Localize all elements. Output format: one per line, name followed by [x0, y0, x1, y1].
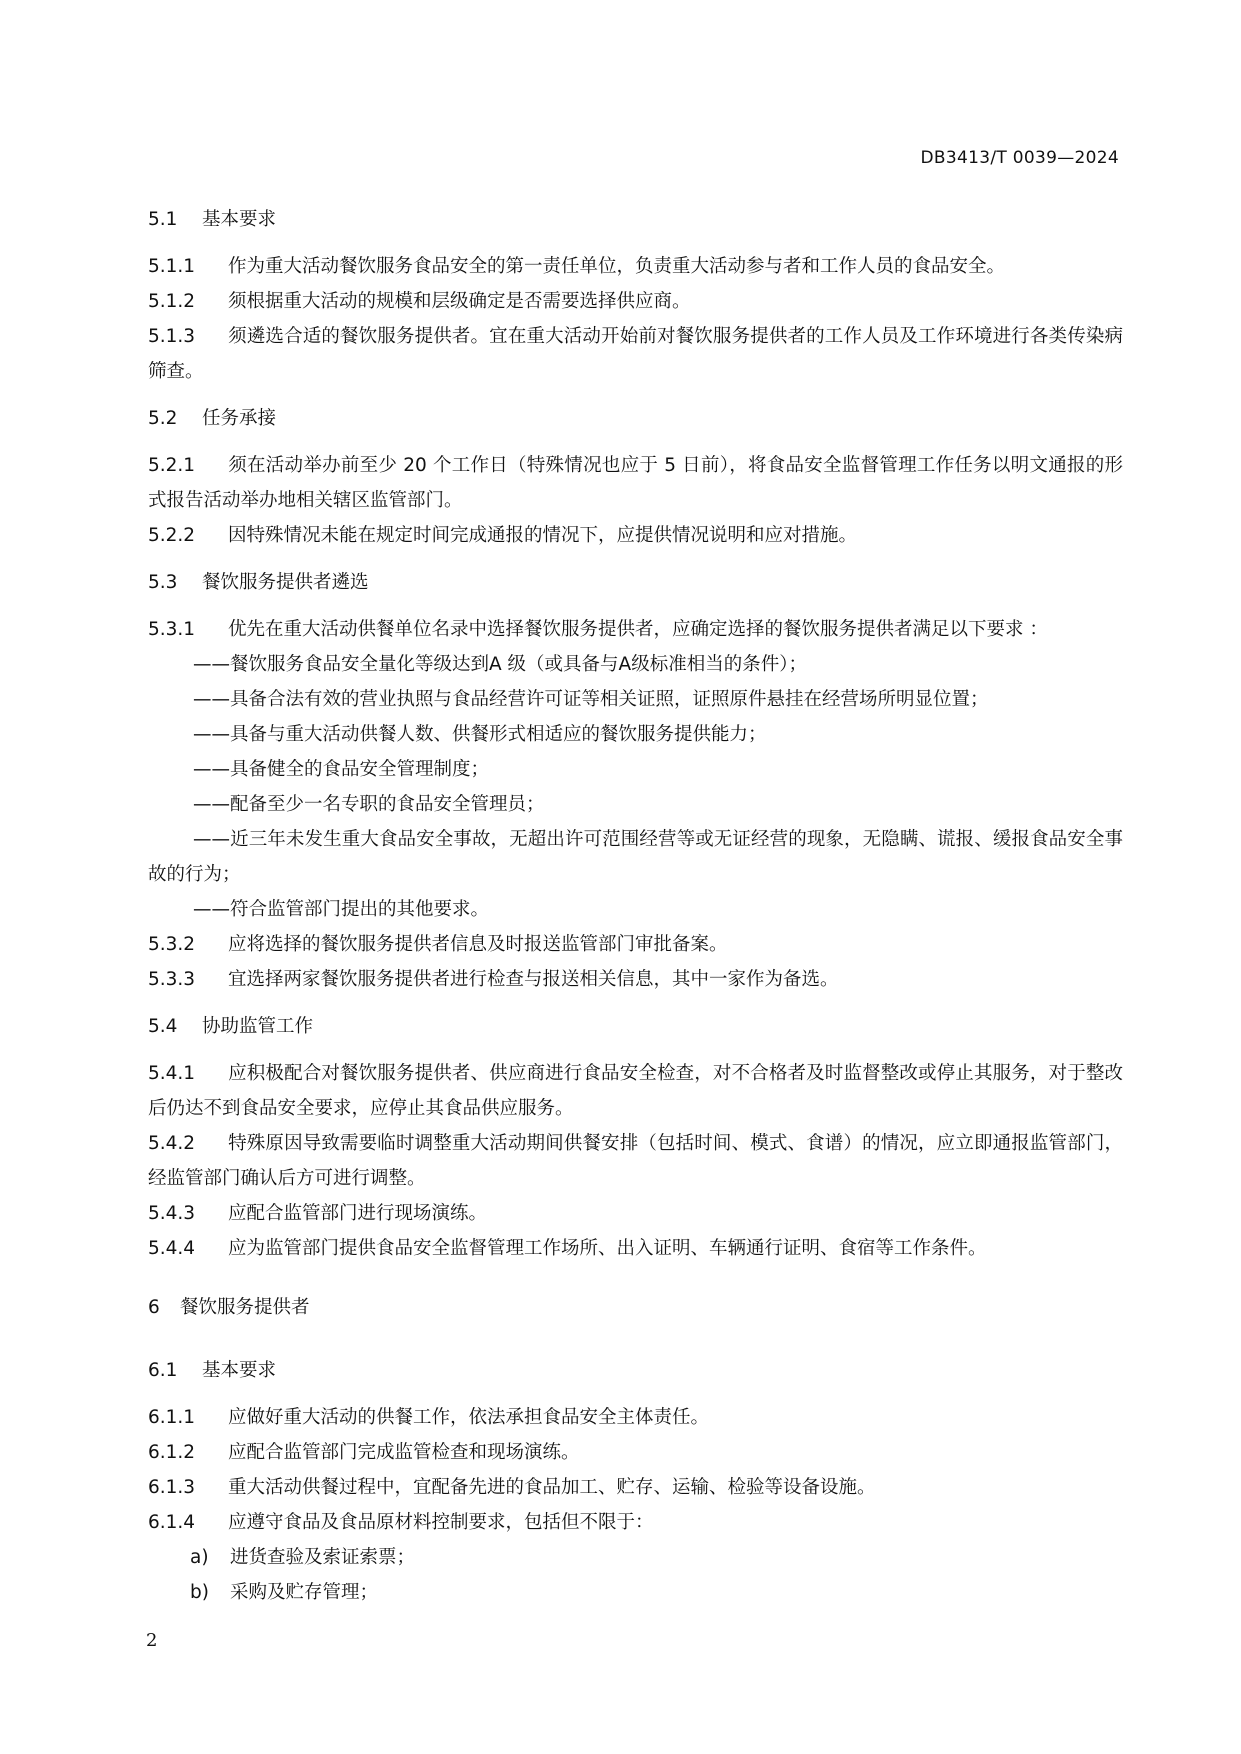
- section-number: 5.3: [148, 572, 178, 593]
- dash-item: ——具备合法有效的营业执照与食品经营许可证等相关证照，证照原件悬挂在经营场所明显位置；: [193, 689, 989, 710]
- clause-5-3-1: [148, 612, 1123, 647]
- clause-number: 5.4.1: [148, 1063, 196, 1084]
- clause-number: 5.1.2: [148, 291, 196, 312]
- clause-number: 6.1.4: [148, 1512, 196, 1533]
- clause-5-3-2: [148, 927, 1123, 962]
- clause-text: 应为监管部门提供食品安全监督管理工作场所、出入证明、车辆通行证明、食宿等工作条件。: [228, 1238, 987, 1259]
- section-title: 基本要求: [202, 209, 277, 230]
- clause-text: 应配合监管部门进行现场演练。: [228, 1203, 488, 1224]
- list-text: 进货查验及索证索票；: [230, 1547, 416, 1568]
- section-heading-5-3: [148, 565, 1123, 600]
- clause-text: 重大活动供餐过程中，宜配备先进的食品加工、贮存、运输、检验等设备设施。: [228, 1477, 876, 1498]
- clause-5-4-4: [148, 1231, 1123, 1266]
- clause-text: 因特殊情况未能在规定时间完成通报的情况下，应提供情况说明和应对措施。: [228, 525, 858, 546]
- clause-text: 须遴选合适的餐饮服务提供者。宜在重大活动开始前对餐饮服务提供者的工作人员及工作环境进行各类传染病筛查。: [148, 326, 1123, 382]
- section-number: 5.2: [148, 408, 178, 429]
- clause-6-1-2: [148, 1435, 1123, 1470]
- clause-number: 5.3.2: [148, 934, 196, 955]
- clause-6-1-4: [148, 1505, 1123, 1540]
- clause-5-1-2: [148, 284, 1123, 319]
- clause-text: 宜选择两家餐饮服务提供者进行检查与报送相关信息，其中一家作为备选。: [228, 969, 839, 990]
- dash-item: ——近三年未发生重大食品安全事故，无超出许可范围经营等或无证经营的现象，无隐瞒、谎报、缓报食品安全事故的行为；: [148, 829, 1123, 885]
- clause-text: 优先在重大活动供餐单位名录中选择餐饮服务提供者，应确定选择的餐饮服务提供者满足以下要求 ：: [228, 619, 1048, 640]
- clause-text: 应配合监管部门完成监管检查和现场演练。: [228, 1442, 580, 1463]
- clause-text: 作为重大活动餐饮服务食品安全的第一责任单位，负责重大活动参与者和工作人员的食品安全。: [228, 256, 1006, 277]
- clause-5-1-3: [148, 319, 1123, 389]
- clause-number: 5.1.1: [148, 256, 196, 277]
- chapter-title: 餐饮服务提供者: [180, 1297, 310, 1318]
- list-item-a: [148, 1540, 1123, 1575]
- section-number: 5.4: [148, 1016, 178, 1037]
- list-text: 采购及贮存管理；: [230, 1582, 379, 1603]
- list-label: a): [190, 1547, 209, 1568]
- clause-number: 6.1.3: [148, 1477, 196, 1498]
- clause-5-4-1: [148, 1056, 1123, 1126]
- clause-5-2-1: [148, 448, 1123, 518]
- section-heading-5-1: [148, 202, 1123, 237]
- section-heading-5-4: [148, 1009, 1123, 1044]
- clause-5-2-2: [148, 518, 1123, 553]
- clause-text: 须在活动举办前至少 20 个工作日（特殊情况也应于 5 日前），将食品安全监督管理工作任务以明文通报的形式报告活动举办地相关辖区监管部门。: [148, 455, 1123, 511]
- clause-number: 6.1.2: [148, 1442, 196, 1463]
- clause-number: 5.4.2: [148, 1133, 196, 1154]
- section-title: 任务承接: [202, 408, 277, 429]
- chapter-number: 6: [148, 1297, 160, 1318]
- section-heading-5-2: [148, 401, 1123, 436]
- clause-number: 5.2.2: [148, 525, 196, 546]
- clause-5-4-3: [148, 1196, 1123, 1231]
- clause-number: 5.2.1: [148, 455, 196, 476]
- list-label: b): [190, 1582, 209, 1603]
- clause-text: 应遵守食品及食品原材料控制要求，包括但不限于：: [228, 1512, 654, 1533]
- dash-item: ——具备与重大活动供餐人数、供餐形式相适应的餐饮服务提供能力；: [193, 724, 767, 745]
- clause-number: 5.3.1: [148, 619, 196, 640]
- section-number: 5.1: [148, 209, 178, 230]
- page-number: 2: [146, 1630, 158, 1651]
- clause-6-1-3: [148, 1470, 1123, 1505]
- clause-text: 应将选择的餐饮服务提供者信息及时报送监管部门审批备案。: [228, 934, 728, 955]
- dash-item: ——具备健全的食品安全管理制度；: [193, 759, 490, 780]
- clause-number: 5.3.3: [148, 969, 196, 990]
- clause-5-1-1: [148, 249, 1123, 284]
- clause-text: 特殊原因导致需要临时调整重大活动期间供餐安排（包括时间、模式、食谱）的情况，应立即通报监管部门，经监管部门确认后方可进行调整。: [148, 1133, 1123, 1189]
- clause-number: 5.1.3: [148, 326, 196, 347]
- standard-code: DB3413/T 0039—2024: [920, 148, 1119, 168]
- dash-item: ——符合监管部门提出的其他要求。: [193, 899, 490, 920]
- clause-text: 须根据重大活动的规模和层级确定是否需要选择供应商。: [228, 291, 691, 312]
- document-body: [148, 202, 1123, 1610]
- dash-item: ——餐饮服务食品安全量化等级达到A 级（或具备与A级标准相当的条件）；: [193, 654, 807, 675]
- clause-text: 应积极配合对餐饮服务提供者、供应商进行食品安全检查，对不合格者及时监督整改或停止其服务，对于整改后仍达不到食品安全要求，应停止其食品供应服务。: [148, 1063, 1123, 1119]
- section-title: 基本要求: [202, 1360, 277, 1381]
- clause-5-4-2: [148, 1126, 1123, 1196]
- list-item-b: [148, 1575, 1123, 1610]
- clause-text: 应做好重大活动的供餐工作，依法承担食品安全主体责任。: [228, 1407, 710, 1428]
- clause-number: 5.4.3: [148, 1203, 196, 1224]
- chapter-heading-6: [148, 1290, 1123, 1325]
- dash-item: ——配备至少一名专职的食品安全管理员；: [193, 794, 545, 815]
- section-heading-6-1: [148, 1353, 1123, 1388]
- clause-number: 5.4.4: [148, 1238, 196, 1259]
- clause-number: 6.1.1: [148, 1407, 196, 1428]
- section-number: 6.1: [148, 1360, 178, 1381]
- section-title: 餐饮服务提供者遴选: [202, 572, 369, 593]
- section-title: 协助监管工作: [202, 1016, 314, 1037]
- clause-6-1-1: [148, 1400, 1123, 1435]
- clause-5-3-3: [148, 962, 1123, 997]
